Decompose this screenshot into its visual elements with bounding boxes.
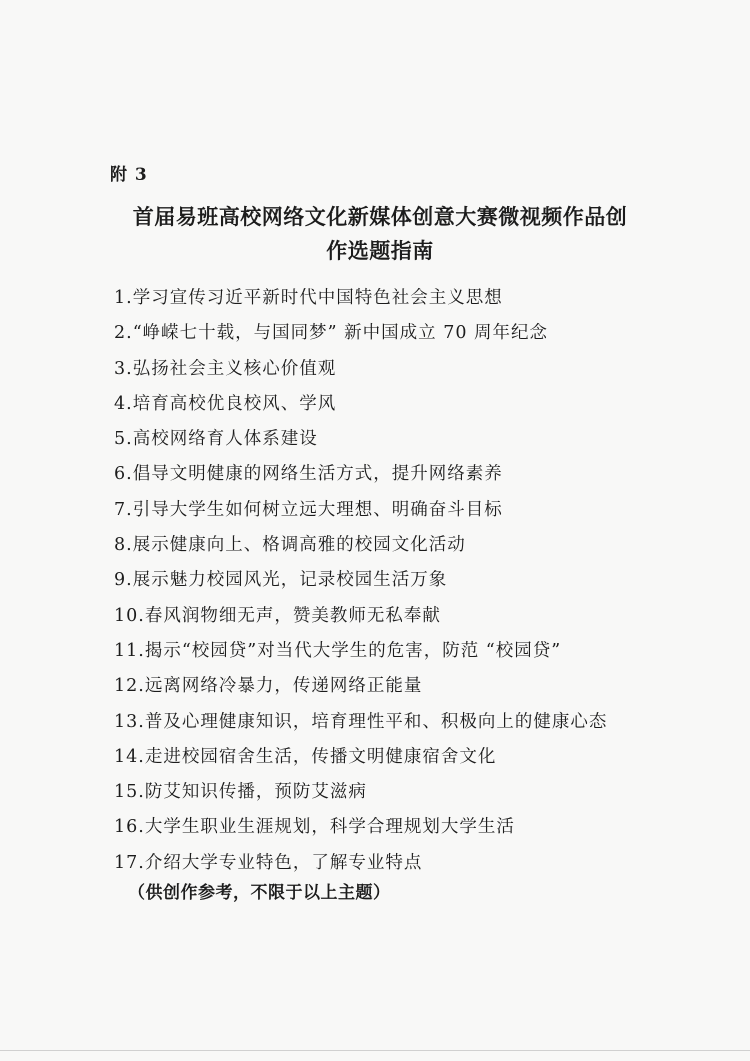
topic-item-4: 4.培育高校优良校风、学风 [114, 393, 337, 414]
topic-list [114, 281, 704, 881]
topic-item-16: 16.大学生职业生涯规划，科学合理规划大学生活 [114, 817, 515, 838]
topic-item-12: 12.远离网络冷暴力，传递网络正能量 [114, 676, 423, 697]
topic-item-5: 5.高校网络育人体系建设 [114, 429, 318, 450]
topic-item-15: 15.防艾知识传播，预防艾滋病 [114, 782, 367, 803]
topic-item-1: 1.学习宣传习近平新时代中国特色社会主义思想 [114, 288, 503, 308]
attachment-label: 附 3 [110, 165, 148, 185]
topic-item-10: 10.春风润物细无声，赞美教师无私奉献 [114, 605, 441, 626]
topic-item-2: 2.“峥嵘七十载，与国同梦” 新中国成立 70 周年纪念 [114, 323, 549, 344]
topic-item-11: 11.揭示“校园贷”对当代大学生的危害，防范 “校园贷” [114, 640, 562, 661]
topic-item-14: 14.走进校园宿舍生活，传播文明健康宿舍文化 [114, 746, 497, 767]
topic-item-6: 6.倡导文明健康的网络生活方式，提升网络素养 [114, 464, 503, 485]
document-title [100, 200, 660, 268]
topic-item-8: 8.展示健康向上、格调高雅的校园文化活动 [114, 535, 466, 556]
title-line-1: 首届易班高校网络文化新媒体创意大赛微视频作品创 [132, 204, 628, 229]
topic-item-17: 17.介绍大学专业特色，了解专业特点 [114, 852, 423, 873]
topic-item-7: 7.引导大学生如何树立远大理想、明确奋斗目标 [114, 499, 503, 520]
topic-item-9: 9.展示魅力校园风光，记录校园生活万象 [114, 570, 448, 591]
scan-edge-line [0, 1050, 750, 1051]
footnote: （供创作参考，不限于以上主题） [128, 883, 391, 903]
topic-item-13: 13.普及心理健康知识，培育理性平和、积极向上的健康心态 [114, 711, 608, 732]
topic-item-3: 3.弘扬社会主义核心价值观 [114, 358, 337, 379]
title-line-2: 作选题指南 [326, 238, 434, 263]
